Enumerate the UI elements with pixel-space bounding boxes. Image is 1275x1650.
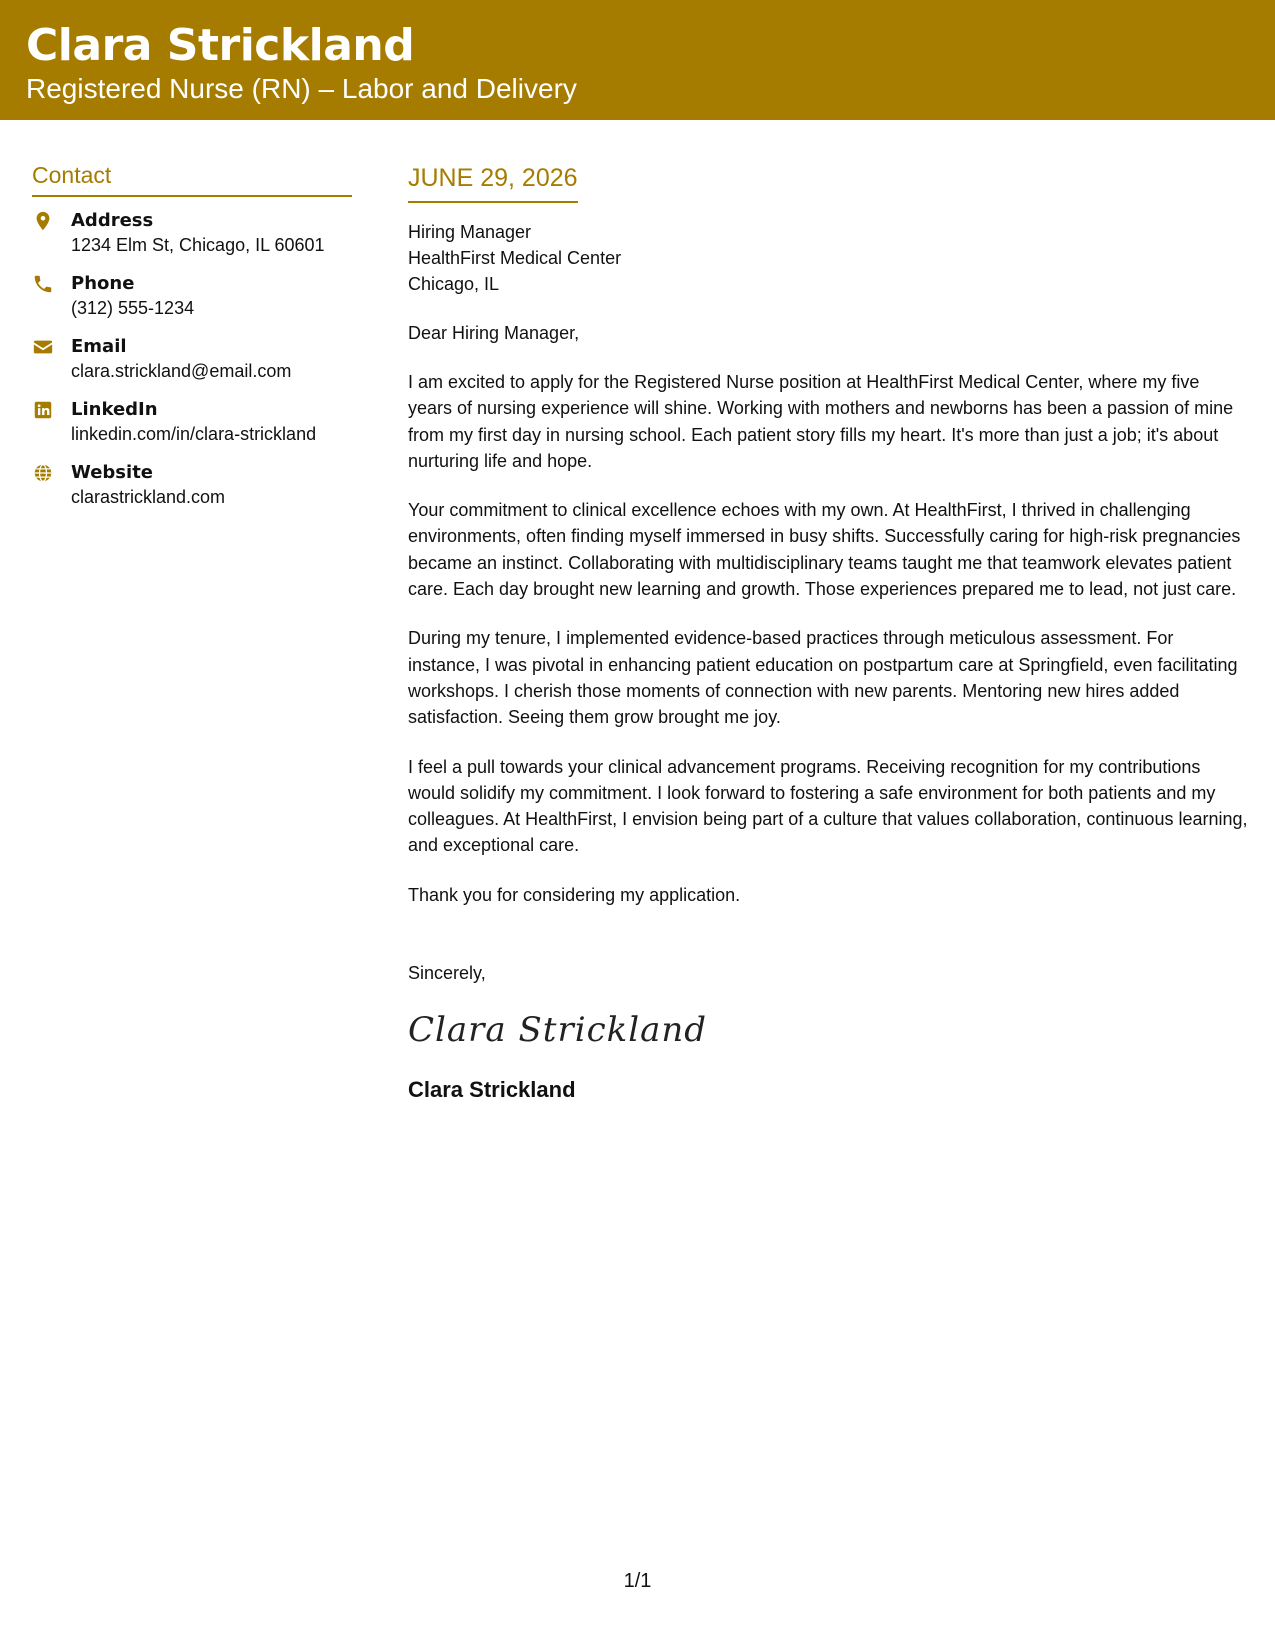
recipient-company: HealthFirst Medical Center [408,248,622,268]
contact-sidebar [32,162,352,524]
globe-icon [32,462,54,484]
printed-name: Clara Strickland [408,1076,576,1102]
body-paragraph: I feel a pull towards your clinical advancement programs. Receiving recognition for my contributions would solidify my commitment. I look forward to fostering a safe environment for both patients and my colleagues. At HealthFirst, I envision being part of a culture that values collaboration, continuous learning, and exceptional care. [408,756,1248,856]
contact-value-linkedin[interactable]: linkedin.com/in/clara-strickland [71,423,317,444]
letter-date: JUNE 29, 2026 [408,163,578,203]
recipient-block [408,219,1248,297]
contact-item-linkedin [32,398,352,447]
phone-icon [32,273,54,295]
sign-off: Sincerely, [408,962,486,983]
body-paragraph: I am excited to apply for the Registered Nurse position at HealthFirst Medical Center, where my five years of nursing experience will shine. Working with mothers and newborns has been a passion of mine from my first day in nursing school. Each patient story fills my heart. It's more than just a job; it's about nurturing life and hope. [408,372,1234,471]
contact-list [32,209,352,510]
handwritten-signature: Clara Strickland [408,1009,708,1050]
applicant-job-title: Registered Nurse (RN) – Labor and Delivery [26,73,577,104]
contact-value-address: 1234 Elm St, Chicago, IL 60601 [71,234,325,255]
body-paragraph: Your commitment to clinical excellence echoes with my own. At HealthFirst, I thrived in challenging environments, often finding myself immersed in busy shifts. Successfully caring for high-risk pregnancies became an instinct. Collaborating with multidisciplinary teams taught me that teamwork elevates patient care. Each day brought new learning and growth. Those experiences prepared me to lead, not just care. [408,500,1241,600]
letter-paragraphs [408,369,1248,859]
map-pin-icon [32,210,54,232]
contact-value-email[interactable]: clara.strickland@email.com [71,360,292,381]
contact-item-website [32,461,352,510]
body-paragraph: During my tenure, I implemented evidence-based practices through meticulous assessment. For instance, I was pivotal in enhancing patient education on postpartum care at Springfield, even facilitating workshops. I cherish those moments of connection with new parents. Mentoring new hires added satisfaction. Seeing them grow brought me joy. [408,628,1238,728]
contact-item-address [32,209,352,258]
envelope-icon [32,336,54,358]
letter-body [408,163,1248,1103]
salutation: Dear Hiring Manager, [408,323,580,343]
closing-line: Thank you for considering my application. [408,884,741,905]
contact-label: Email [71,335,127,357]
contact-item-email [32,335,352,384]
contact-item-phone [32,272,352,321]
contact-value-phone[interactable]: (312) 555-1234 [71,297,195,318]
header-banner [0,0,1275,120]
contact-label: Address [71,209,154,231]
contact-label: Phone [71,272,135,294]
applicant-name: Clara Strickland [26,20,415,71]
linkedin-icon [32,399,54,421]
contact-label: Website [71,461,154,483]
contact-value-website[interactable]: clarastrickland.com [71,486,226,507]
page-number: 1/1 [623,1570,652,1592]
recipient-name: Hiring Manager [408,222,532,242]
recipient-location: Chicago, IL [408,274,500,294]
contact-label: LinkedIn [71,398,158,420]
contact-heading: Contact [32,162,352,197]
